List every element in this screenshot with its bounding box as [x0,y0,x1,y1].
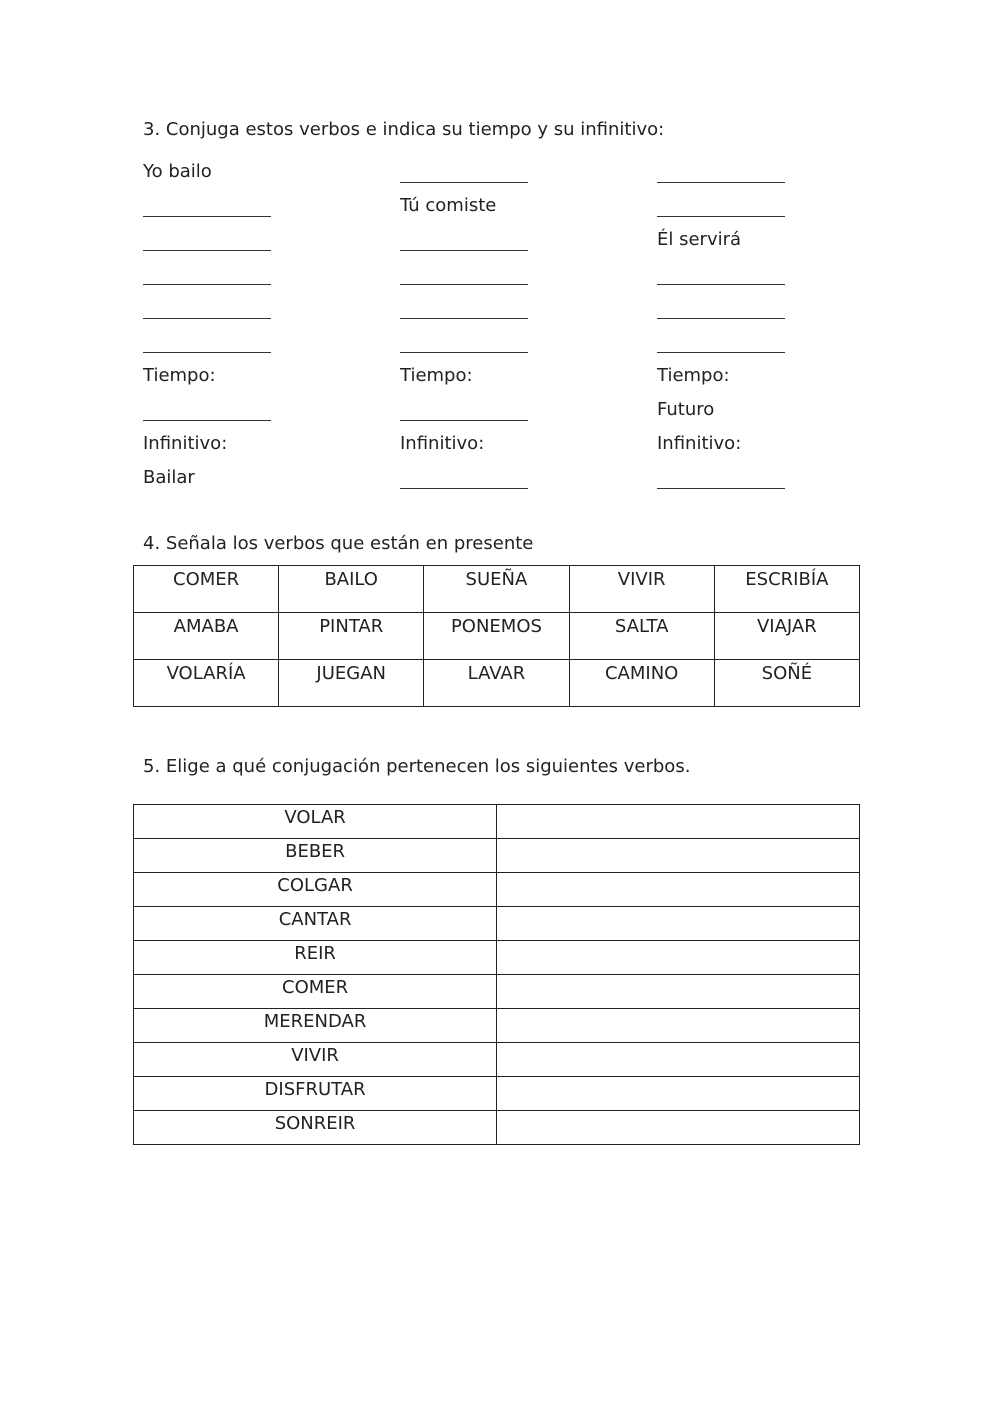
verb-cell[interactable]: AMABA [134,613,279,660]
answer-blank[interactable] [657,294,785,322]
verb-cell: DISFRUTAR [134,1077,497,1111]
table-row [134,907,860,941]
answer-blank[interactable] [657,260,785,288]
verb-cell[interactable]: VIVIR [569,566,714,613]
conjugation-row [143,396,903,430]
answer-blank[interactable] [400,464,528,492]
answer-blank[interactable] [657,328,785,356]
conjugation-answer-cell[interactable] [497,941,860,975]
conjugation-text: Futuro [657,399,715,420]
question-3-title: 3. Conjuga estos verbos e indica su tiempo y su infinitivo: [143,119,665,140]
table-row [134,1043,860,1077]
verb-cell: VIVIR [134,1043,497,1077]
conjugation-text: Tiempo: [400,365,473,386]
answer-blank[interactable] [143,396,271,424]
conjugation-row [143,192,903,226]
conjugation-answer-cell[interactable] [497,907,860,941]
verb-cell[interactable]: ESCRIBÍA [714,566,859,613]
answer-blank[interactable] [143,192,271,220]
question-5-title: 5. Elige a qué conjugación pertenecen los siguientes verbos. [143,756,691,777]
conjugation-row [143,464,903,498]
conjugation-text: Él servirá [657,229,742,250]
conjugation-text: Infinitivo: [400,433,485,454]
conjugation-row [143,294,903,328]
answer-blank[interactable] [657,192,785,220]
conjugation-text: Yo bailo [143,161,212,182]
answer-blank[interactable] [143,226,271,254]
table-row [134,873,860,907]
table-row [134,566,860,613]
answer-blank[interactable] [400,260,528,288]
conjugation-table [133,804,860,1145]
verb-cell[interactable]: PONEMOS [424,613,569,660]
table-row [134,975,860,1009]
answer-blank[interactable] [657,464,785,492]
table-row [134,839,860,873]
conjugation-answer-cell[interactable] [497,1111,860,1145]
answer-blank[interactable] [400,226,528,254]
conjugation-answer-cell[interactable] [497,839,860,873]
answer-blank[interactable] [657,158,785,186]
verb-cell: SONREIR [134,1111,497,1145]
conjugation-row [143,362,903,396]
conjugation-text: Infinitivo: [657,433,742,454]
conjugation-row [143,260,903,294]
verb-cell: MERENDAR [134,1009,497,1043]
conjugation-answer-cell[interactable] [497,805,860,839]
table-row [134,613,860,660]
conjugation-answer-cell[interactable] [497,1077,860,1111]
answer-blank[interactable] [400,158,528,186]
conjugation-answer-cell[interactable] [497,873,860,907]
conjugation-row [143,226,903,260]
verb-cell[interactable]: COMER [134,566,279,613]
conjugation-grid [143,158,903,498]
verb-cell[interactable]: BAILO [279,566,424,613]
conjugation-row [143,430,903,464]
conjugation-answer-cell[interactable] [497,1009,860,1043]
table-row [134,1077,860,1111]
answer-blank[interactable] [400,328,528,356]
answer-blank[interactable] [143,294,271,322]
conjugation-answer-cell[interactable] [497,1043,860,1077]
conjugation-text: Bailar [143,467,195,488]
verb-cell: COMER [134,975,497,1009]
table-row [134,660,860,707]
verb-cell[interactable]: SUEÑA [424,566,569,613]
table-row [134,805,860,839]
present-verbs-table [133,565,860,707]
verb-cell[interactable]: JUEGAN [279,660,424,707]
verb-cell: COLGAR [134,873,497,907]
conjugation-answer-cell[interactable] [497,975,860,1009]
verb-cell: REIR [134,941,497,975]
verb-cell[interactable]: PINTAR [279,613,424,660]
verb-cell[interactable]: LAVAR [424,660,569,707]
conjugation-row [143,158,903,192]
answer-blank[interactable] [143,260,271,288]
verb-cell[interactable]: SALTA [569,613,714,660]
verb-cell[interactable]: VIAJAR [714,613,859,660]
verb-cell: BEBER [134,839,497,873]
answer-blank[interactable] [400,294,528,322]
answer-blank[interactable] [400,396,528,424]
question-4-title: 4. Señala los verbos que están en presente [143,533,534,554]
answer-blank[interactable] [143,328,271,356]
conjugation-text: Tiempo: [657,365,730,386]
conjugation-row [143,328,903,362]
conjugation-text: Infinitivo: [143,433,228,454]
verb-cell[interactable]: VOLARÍA [134,660,279,707]
table-row [134,1009,860,1043]
verb-cell: VOLAR [134,805,497,839]
verb-cell[interactable]: CAMINO [569,660,714,707]
conjugation-text: Tiempo: [143,365,216,386]
conjugation-text: Tú comiste [400,195,497,216]
verb-cell: CANTAR [134,907,497,941]
table-row [134,941,860,975]
table-row [134,1111,860,1145]
verb-cell[interactable]: SOÑÉ [714,660,859,707]
